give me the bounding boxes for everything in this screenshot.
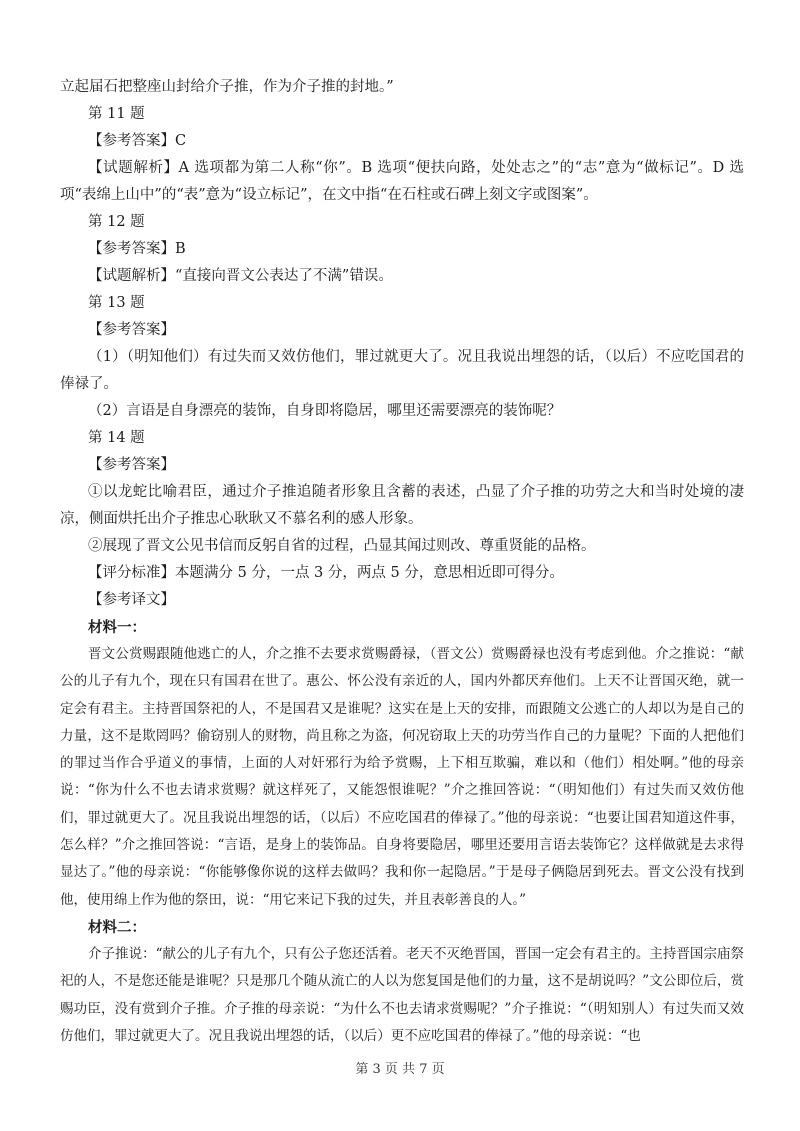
question-heading-13: 第 13 题 [88, 295, 145, 311]
question-heading-14: 第 14 题 [88, 430, 145, 446]
question-heading-11: 第 11 题 [88, 106, 145, 122]
answer-14-point1: ①以龙蛇比喻君臣，通过介子推追随者形象且含蓄的表述，凸显了介子推的功劳之大和当时处境的凄凉，侧面烘托出介子推忠心耿耿又不慕名利的感人形象。 [60, 484, 744, 527]
text-line: 立起届石把整座山封给介子推，作为介子推的封地。” [60, 79, 394, 95]
material-two-text: 介子推说：“献公的儿子有九个，只有公子您还活着。老天不灭绝晋国，晋国一定会有君主的。主持晋国宗庙祭祀的人，不是您还能是谁呢？只是那几个随从流亡的人以为您复国是他们的力量，这不是胡说吗？”文公即位后，赏赐功臣，没有赏到介子推。介子推的母亲说：“为什么不也去请求赏赐呢？”介子推说：“（明知别人）有过失而又效仿他们，罪过就更大了。况且我说出埋怨的话，（以后）更不应吃国君的俸禄了。”他的母亲说：“也 [60, 945, 744, 1044]
question-heading-12: 第 12 题 [88, 214, 145, 230]
material-one-text: 晋文公赏赐跟随他逃亡的人，介之推不去要求赏赐爵禄，（晋文公）赏赐爵禄也没有考虑到他。介之推说：“献公的儿子有九个，现在只有国君在世了。惠公、怀公没有亲近的人，国内外都厌弃他们。上天不让晋国灭绝，就一定会有君主。主持晋国祭祀的人，不是国君又是谁呢？这实在是上天的安排，而跟随文公逃亡的人却以为是自己的力量，这不是欺罔吗？偷窃别人的财物，尚且称之为盗，何况窃取上天的功劳当作自己的力量呢？下面的人把他们的罪过当作合乎道义的事情，上面的人对奸邪行为给予赏赐，上下相互欺骗，难以和（他们）相处啊。”他的母亲说：“你为什么不也去请求赏赐？就这样死了，又能怨恨谁呢？”介之推回答说：“（明知他们）有过失而又效仿他们，罪过就更大了。况且我说出埋怨的话，（以后）不应吃国君的俸禄了。”他的母亲说：“也要让国君知道这件事，怎么样？”介之推回答说：“言语，是身上的装饰品。自身将要隐居，哪里还要用言语去装饰它？这样做就是去求得显达了。”他的母亲说：“你能够像你说的这样去做吗？我和你一起隐居。”于是母子俩隐居到死去。晋文公没有找到他，使用绵上作为他的祭田，说：“用它来记下我的过失，并且表彰善良的人。” [60, 646, 744, 908]
material-one-heading: 材料一： [88, 619, 146, 636]
page-footer: 第 3 页 共 7 页 [355, 1062, 445, 1077]
answer-13-part1: （1）（明知他们）有过失而又效仿他们，罪过就更大了。况且我说出埋怨的话，（以后）不应吃国君的俸禄了。 [60, 349, 744, 392]
answer-14-point2: ②展现了晋文公见书信而反躬自省的过程，凸显其闻过则改、尊重贤能的品格。 [88, 538, 596, 554]
answer-14-label: 【参考答案】 [88, 457, 175, 473]
scoring-criteria: 【评分标准】本题满分 5 分，一点 3 分，两点 5 分，意思相近即可得分。 [88, 565, 564, 581]
analysis-11: 【试题解析】A 选项都为第二人称“你”。B 选项“便扶向路，处处志之”的“志”意为“做标记”。D 选项“表绵上山中”的“表”意为“设立标记”，在文中指“在石柱或石碑上刻文字或图案”。 [60, 160, 744, 203]
answer-13-label: 【参考答案】 [88, 322, 175, 338]
answer-11: 【参考答案】C [88, 133, 187, 149]
answer-12: 【参考答案】B [88, 241, 186, 257]
document-body [60, 74, 744, 1050]
answer-13-part2: （2）言语是自身漂亮的装饰，自身即将隐居，哪里还需要漂亮的装饰呢？ [88, 403, 562, 419]
material-two-heading: 材料二： [88, 918, 146, 936]
translation-label: 【参考译文】 [88, 592, 175, 608]
analysis-12: 【试题解析】“直接向晋文公表达了不满”错误。 [88, 268, 393, 284]
